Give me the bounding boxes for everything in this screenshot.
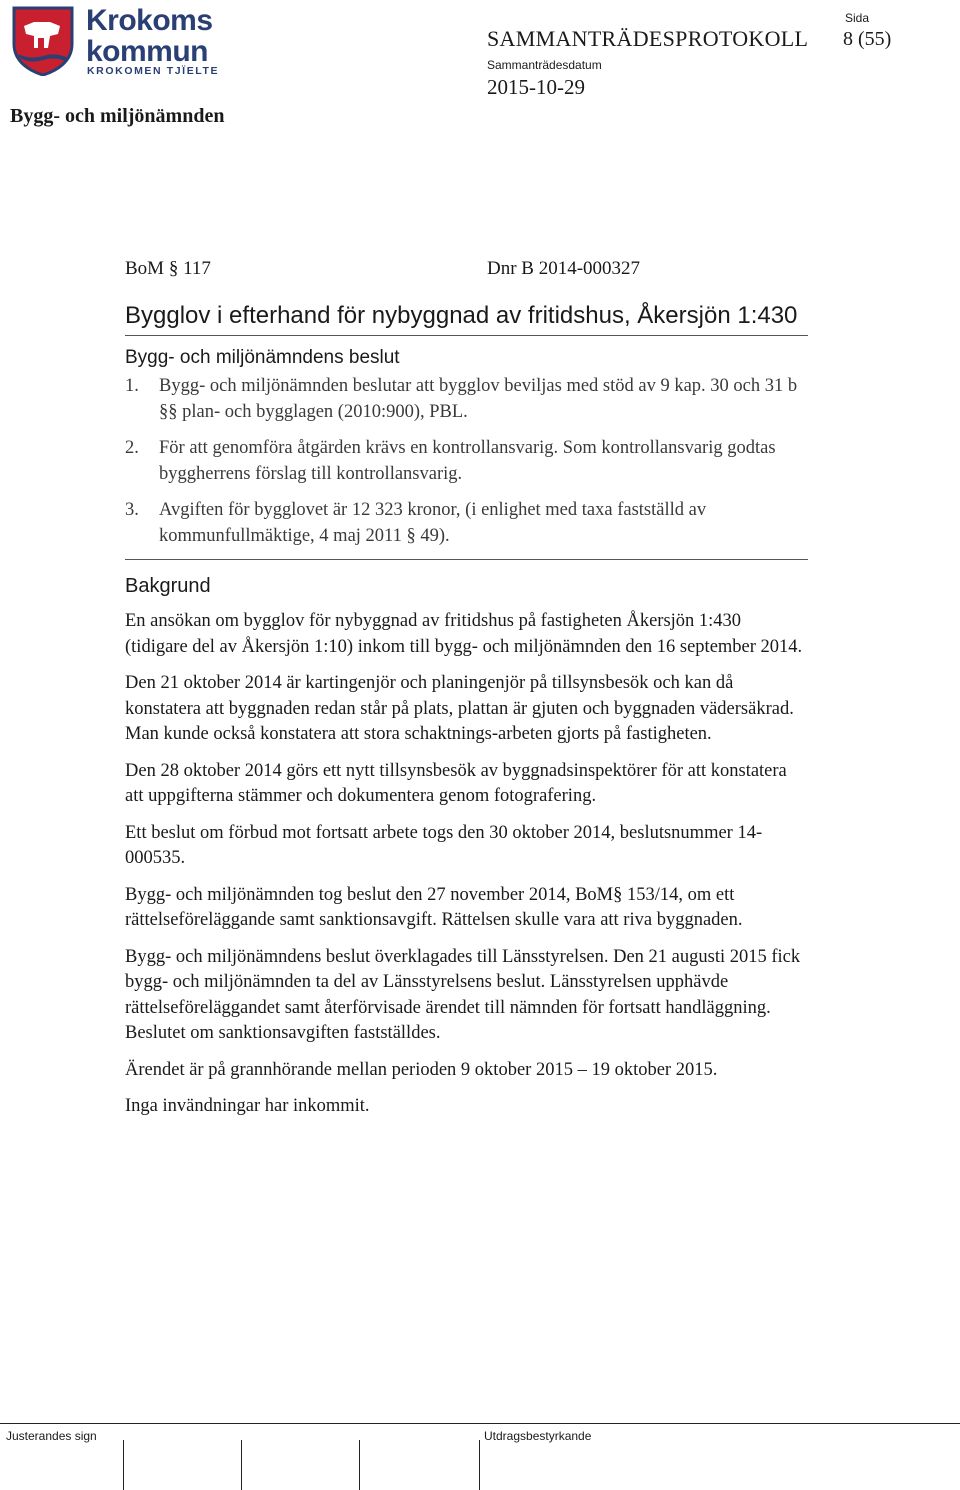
decision-heading: Bygg- och miljönämndens beslut xyxy=(125,347,400,368)
background-paragraph: Den 28 oktober 2014 görs ett nytt tillsynsbesök av byggnadsinspektörer för att konstatera att uppgifterna stämmer och dokumentera genom fotografering. xyxy=(125,760,787,806)
decision-item-text: Bygg- och miljönämnden beslutar att bygglov beviljas med stöd av 9 kap. 30 och 31 b §§ plan- och bygglagen (2010:900), PBL. xyxy=(159,376,798,422)
divider xyxy=(125,559,808,560)
decision-item-text: För att genomföra åtgärden krävs en kontrollansvarig. Som kontrollansvarig godtas byggherrens förslag till kontrollansvarig. xyxy=(159,438,776,484)
background-paragraph: En ansökan om bygglov för nybyggnad av fritidshus på fastigheten Åkersjön 1:430 (tidigare del av Åkersjön 1:10) inkom till bygg- och miljönämnden den 16 september 2014. xyxy=(125,611,803,657)
signature-label: Justerandes sign xyxy=(6,1429,97,1443)
logo-text-kommun: kommun xyxy=(86,35,209,68)
decision-item-number: 2. xyxy=(125,438,139,458)
signature-box-divider xyxy=(359,1440,360,1490)
divider xyxy=(125,335,808,336)
logo-text-krokoms: Krokoms xyxy=(86,4,213,37)
decision-item xyxy=(125,435,808,487)
decision-item-number: 1. xyxy=(125,376,139,396)
logo-subtitle: KROKOMEN TJÏELTE xyxy=(87,65,220,77)
meeting-date: 2015-10-29 xyxy=(487,75,585,99)
municipality-logo xyxy=(10,4,230,80)
committee-name: Bygg- och miljönämnden xyxy=(10,105,225,127)
signature-box-divider xyxy=(479,1440,480,1490)
protocol-title: SAMMANTRÄDESPROTOKOLL xyxy=(487,26,809,51)
background-paragraph: Ett beslut om förbud mot fortsatt arbete togs den 30 oktober 2014, beslutsnummer 14-000535. xyxy=(125,822,763,868)
case-reference-line xyxy=(125,255,808,283)
coat-of-arms-icon xyxy=(10,4,76,76)
background-paragraph: Bygg- och miljönämnden tog beslut den 27 november 2014, BoM§ 153/14, om ett rättelseföreläggande samt sanktionsavgift. Rättelsen skulle vara att riva byggnaden. xyxy=(125,884,743,930)
decision-list xyxy=(125,373,808,549)
case-number: Dnr B 2014-000327 xyxy=(487,258,641,279)
background-paragraph: Den 21 oktober 2014 är kartingenjör och planingenjör på tillsynsbesök och kan då konstatera att byggnaden redan står på plats, plattan är gjuten och byggnaden vädersäkrad. Man kunde också konstatera att stora schaktnings-arbeten gjorts på fastigheten. xyxy=(125,673,794,744)
page-number: 8 (55) xyxy=(843,28,892,50)
meeting-date-label: Sammanträdesdatum xyxy=(487,58,602,72)
paragraph-reference: BoM § 117 xyxy=(125,258,211,279)
document-body xyxy=(125,255,808,1131)
background-paragraph: Bygg- och miljönämndens beslut överklagades till Länsstyrelsen. Den 21 augusti 2015 fick bygg- och miljönämnden ta del av Länsstyrelsens beslut. Länsstyrelsen upphävde rättelseföreläggandet samt återförvisade ärendet till nämnden för fortsatt handläggning. Beslutet om sanktionsavgiften fastställdes. xyxy=(125,946,801,1043)
decision-item-number: 3. xyxy=(125,500,139,520)
decision-item-text: Avgiften för bygglovet är 12 323 kronor, (i enlighet med taxa fastställd av kommunfullmäktige, 4 maj 2011 § 49). xyxy=(159,500,707,546)
background-paragraph: Inga invändningar har inkommit. xyxy=(125,1096,370,1116)
signature-box-divider xyxy=(123,1440,124,1490)
decision-item xyxy=(125,497,808,549)
background-paragraph: Ärendet är på grannhörande mellan perioden 9 oktober 2015 – 19 oktober 2015. xyxy=(125,1059,718,1080)
signature-footer xyxy=(0,1423,960,1490)
signature-box-divider xyxy=(241,1440,242,1490)
decision-item xyxy=(125,373,808,425)
background-heading: Bakgrund xyxy=(125,575,211,597)
page-label: Sida xyxy=(845,11,870,25)
case-title: Bygglov i efterhand för nybyggnad av fritidshus, Åkersjön 1:430 xyxy=(125,302,798,329)
extract-label: Utdragsbestyrkande xyxy=(484,1429,592,1443)
